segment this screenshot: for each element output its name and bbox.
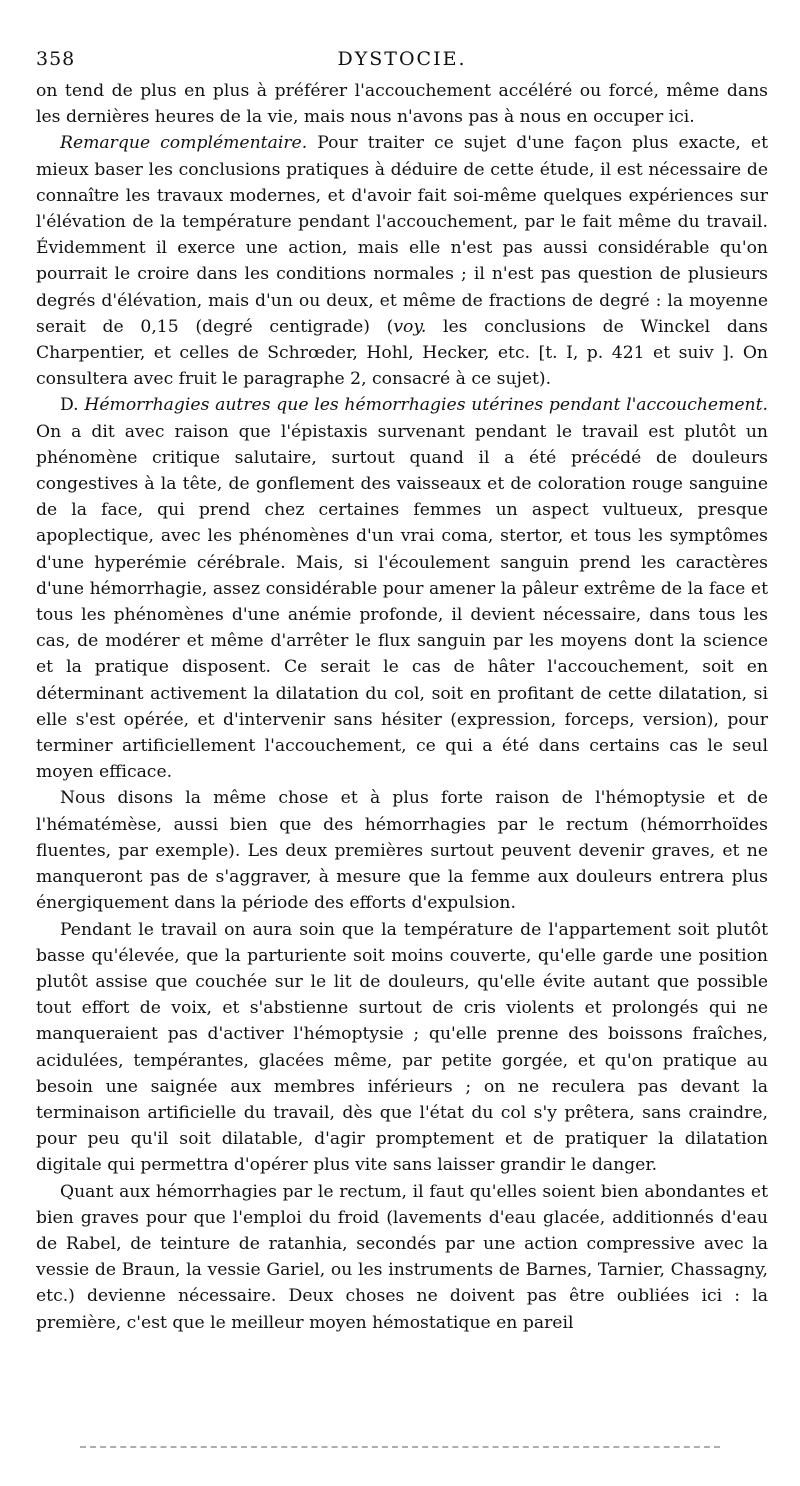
paragraph-continuation xyxy=(36,78,768,130)
paragraph-text: on tend de plus en plus à préférer l'accouchement accéléré ou forcé, même dans les dernières heures de la vie, mais nous n'avons pas à nous en occuper ici. xyxy=(36,81,768,128)
paragraph-text: Nous disons la même chose et à plus forte raison de l'hémoptysie et de l'hématémèse, aussi bien que des hémorrhagies par le rectum (hémorrhoïdes fluentes, par exemple). Les deux premières surtout peuvent devenir graves, et ne manqueront pas de s'aggraver, à mesure que la femme aux douleurs entrera plus énergiquement dans la période des efforts d'expulsion. xyxy=(36,788,768,914)
running-head: DYSTOCIE. xyxy=(337,48,467,70)
scan-artifact-rule xyxy=(80,1446,720,1450)
paragraph-text: les conclusions de Winckel dans Charpentier, et celles de Schrœder, Hohl, Hecker, etc. [t. I, p. 421 et suiv ]. On consultera avec fruit le paragraphe 2, consacré à ce sujet). xyxy=(36,316,768,390)
paragraph-text: Pendant le travail on aura soin que la température de l'appartement soit plutôt basse qu'élevée, que la parturiente soit moins couverte, qu'elle garde une position plutôt assise que couchée sur le lit de douleurs, qu'elle évite autant que possible tout effort de voix, et s'abstienne surtout de cris violents et prolongés qui ne manqueraient pas d'activer l'hémoptysie ; qu'elle prenne des boissons fraîches, acidulées, tempérantes, glacées même, par petite gorgée, et qu'on pratique au besoin une saignée aux membres inférieurs ; on ne reculera pas devant la terminaison artificielle du travail, dès que l'état du col s'y prêtera, sans craindre, pour peu qu'il soit dilatable, d'agir promptement et de pratiquer la dilatation digitale qui permettra d'opérer plus vite sans laisser grandir le danger. xyxy=(36,919,768,1176)
section-heading-remarque: Remarque complémentaire. xyxy=(60,133,308,154)
paragraph-rectum xyxy=(36,1179,768,1336)
paragraph-text: On a dit avec raison que l'épistaxis survenant pendant le travail est plutôt un phénomène critique salutaire, surtout quand il a été précédé de douleurs congestives à la tête, de gonflement des vaisseaux et de coloration rouge sanguine de la face, qui prend chez certaines femmes un aspect vultueux, presque apoplectique, avec les phénomènes d'un vrai coma, stertor, et tous les symptômes d'une hyperémie cérébrale. Mais, si l'écoulement sanguin prend les caractères d'une hémorrhagie, assez considérable pour amener la pâleur extrême de la face et tous les phénomènes d'une anémie profonde, il devient nécessaire, dans tous les cas, de modérer et même d'arrêter le flux sanguin par les moyens dont la science et la pratique disposent. Ce serait le cas de hâter l'accouchement, soit en déterminant activement la dilatation du col, soit en profitant de cette dilatation, si elle s'est opérée, et d'intervenir sans hésiter (expression, forceps, version), pour terminer artificiellement l'accouchement, ce qui a été dans certains cas le seul moyen efficace. xyxy=(36,421,768,783)
page-number: 358 xyxy=(36,48,76,70)
reference-voy: voy. xyxy=(393,316,427,337)
page-header xyxy=(36,44,768,78)
paragraph-pendant-travail xyxy=(36,917,768,1179)
paragraph-remarque xyxy=(36,130,768,392)
page xyxy=(36,44,768,1336)
section-heading-hemorrhagies: Hémorrhagies autres que les hémorrhagies utérines pendant l'accouchement. xyxy=(84,395,768,416)
paragraph-section-d xyxy=(36,392,768,785)
paragraph-text: Quant aux hémorrhagies par le rectum, il faut qu'elles soient bien abondantes et bien graves pour que l'emploi du froid (lavements d'eau glacée, additionnés d'eau de Rabel, de teinture de ratanhia, secondés par une action compressive avec la vessie de Braun, la vessie Gariel, ou les instruments de Barnes, Tarnier, Chassagny, etc.) devienne nécessaire. Deux choses ne doivent pas être oubliées ici : la première, c'est que le meilleur moyen hémostatique en pareil xyxy=(36,1181,768,1333)
paragraph-text: Pour traiter ce sujet d'une façon plus exacte, et mieux baser les conclusions pratiques à déduire de cette étude, il est nécessaire de connaître les travaux modernes, et d'avoir fait soi-même quelques expériences sur l'élévation de la température pendant l'accouchement, par le fait même du travail. Évidemment il exerce une action, mais elle n'est pas aussi considérable qu'on pourrait le croire dans les conditions normales ; il n'est pas question de plusieurs degrés d'élévation, mais d'un ou deux, et même de fractions de degré : la moyenne serait de 0,15 (degré centigrade) ( xyxy=(36,133,768,337)
body-text xyxy=(36,78,768,1336)
paragraph-hemoptysie xyxy=(36,785,768,916)
section-label: D. xyxy=(60,395,85,416)
